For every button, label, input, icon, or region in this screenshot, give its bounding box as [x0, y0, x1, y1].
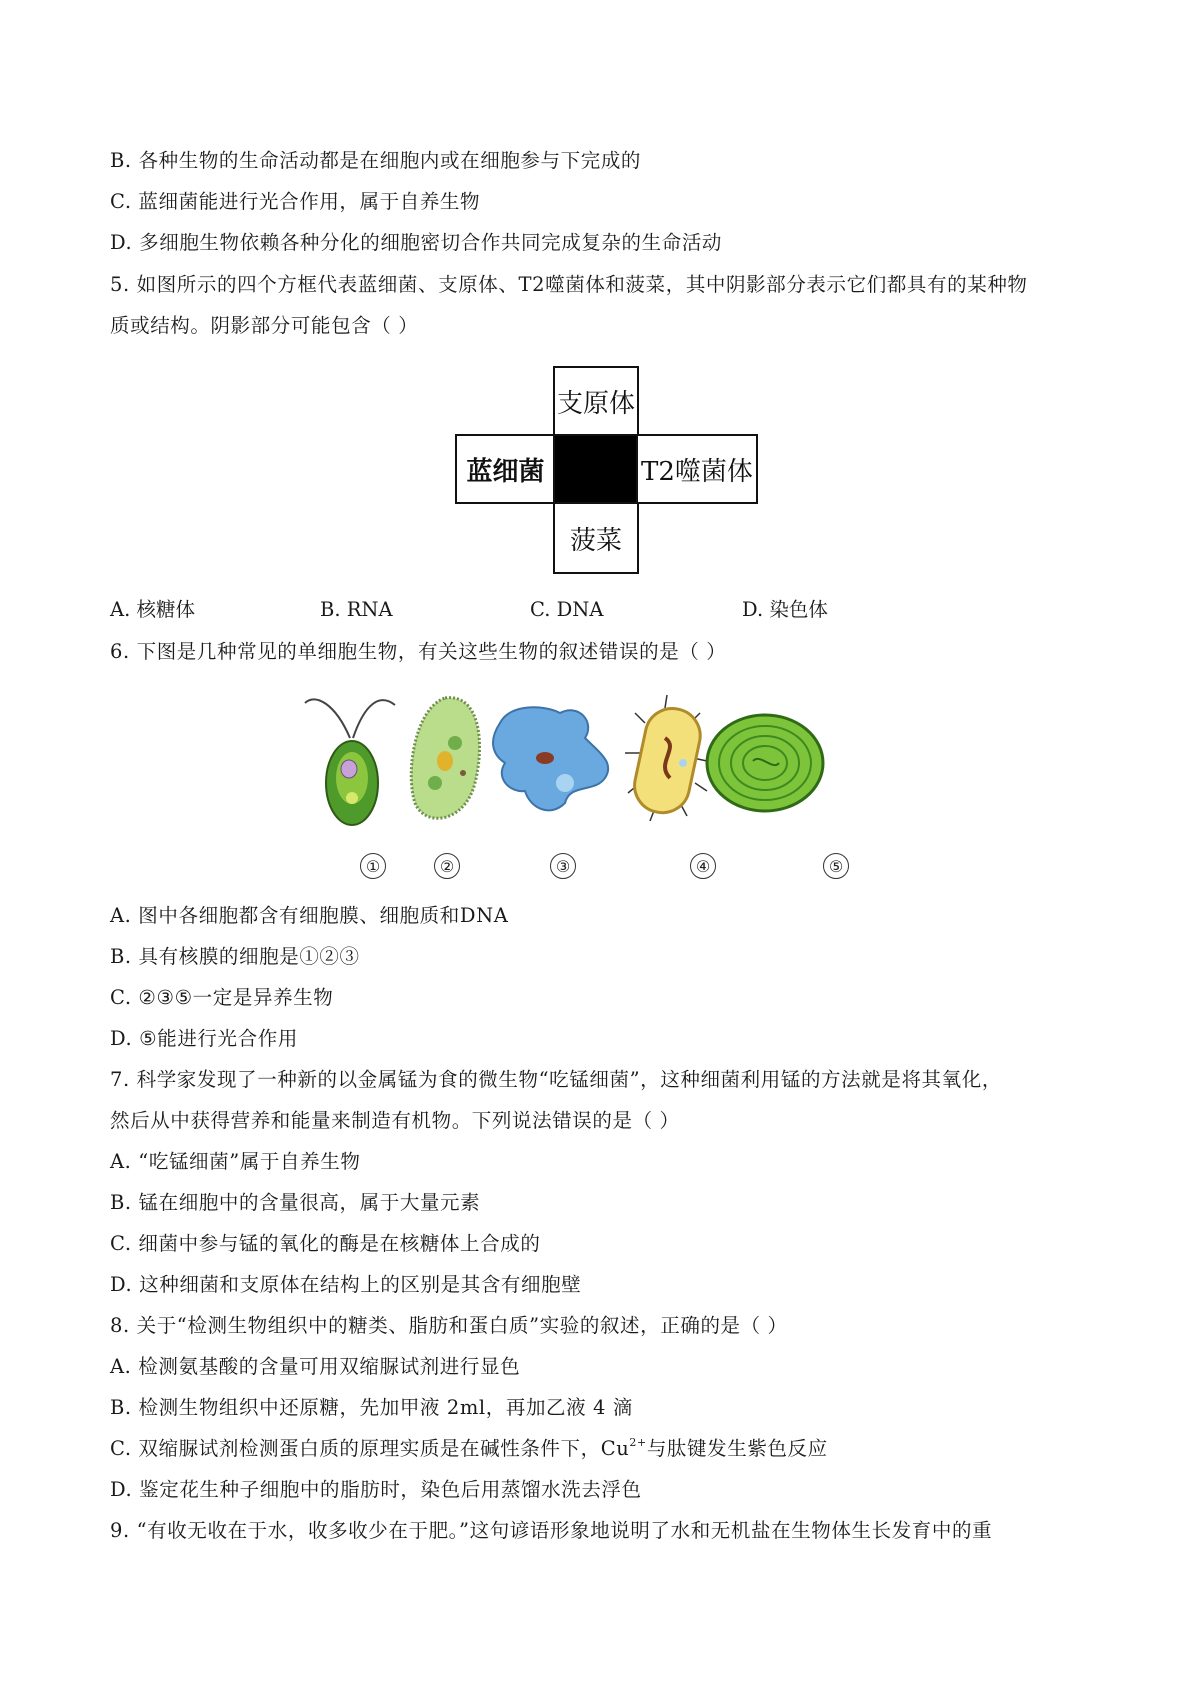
diagram-shaded-center: [553, 434, 639, 504]
diagram-box-bottom: 菠菜: [553, 502, 639, 574]
q8-option-c: [110, 1435, 828, 1466]
q7-option-b: B. 锰在细胞中的含量很高，属于大量元素: [110, 1191, 481, 1214]
single-cell-organisms-figure: [295, 683, 915, 833]
q6-stem: 6. 下图是几种常见的单细胞生物，有关这些生物的叙述错误的是（ ）: [110, 640, 727, 663]
q8-option-a: A. 检测氨基酸的含量可用双缩脲试剂进行显色: [110, 1355, 521, 1378]
q6-option-d: D. ⑤能进行光合作用: [110, 1027, 298, 1050]
organism-1-chlamydomonas-icon: [305, 699, 395, 825]
q6-option-c: C. ②③⑤一定是异养生物: [110, 986, 334, 1009]
q5-stem-line2: 质或结构。阴影部分可能包含（ ）: [110, 314, 419, 337]
figure-label-1: ①: [360, 853, 386, 879]
q5-option-a: A. 核糖体: [110, 598, 195, 621]
figure-label-4: ④: [690, 853, 716, 879]
q7-option-a: A. “吃锰细菌”属于自养生物: [110, 1150, 361, 1173]
q5-option-b: B. RNA: [320, 598, 393, 621]
q7-stem-line1: 7. 科学家发现了一种新的以金属锰为食的微生物“吃锰细菌”，这种细菌利用锰的方法就是将其氧化，: [110, 1068, 1002, 1091]
q5-option-d: D. 染色体: [742, 598, 828, 621]
diagram-box-top: 支原体: [553, 366, 639, 436]
q9-stem-line1: 9. “有收无收在于水，收多收少在于肥。”这句谚语形象地说明了水和无机盐在生物体生长发育中的重: [110, 1519, 993, 1542]
figure-label-3: ③: [550, 853, 576, 879]
q5-stem-line1: 5. 如图所示的四个方框代表蓝细菌、支原体、T2噬菌体和菠菜，其中阴影部分表示它们都具有的某种物: [110, 273, 1028, 296]
q7-option-c: C. 细菌中参与锰的氧化的酶是在核糖体上合成的: [110, 1232, 541, 1255]
figure-label-2: ②: [434, 853, 460, 879]
q8-option-d: D. 鉴定花生种子细胞中的脂肪时，染色后用蒸馏水洗去浮色: [110, 1478, 642, 1501]
q4-option-b: B. 各种生物的生命活动都是在细胞内或在细胞参与下完成的: [110, 149, 642, 172]
q6-option-b: B. 具有核膜的细胞是①②③: [110, 945, 360, 968]
q8-option-c-superscript: 2+: [629, 1436, 647, 1449]
organism-5-cyanobacterium-icon: [707, 715, 823, 811]
figure-label-5: ⑤: [823, 853, 849, 879]
q7-stem-line2: 然后从中获得营养和能量来制造有机物。下列说法错误的是（ ）: [110, 1109, 680, 1132]
q7-option-d: D. 这种细菌和支原体在结构上的区别是其含有细胞壁: [110, 1273, 582, 1296]
diagram-box-right: T2噬菌体: [636, 434, 758, 504]
q8-option-b: B. 检测生物组织中还原糖，先加甲液 2ml，再加乙液 4 滴: [110, 1396, 633, 1419]
organism-3-amoeba-icon: [493, 707, 608, 810]
q4-option-d: D. 多细胞生物依赖各种分化的细胞密切合作共同完成复杂的生命活动: [110, 231, 723, 254]
organism-2-paramecium-icon: [411, 698, 479, 819]
q6-option-a: A. 图中各细胞都含有细胞膜、细胞质和DNA: [110, 904, 509, 927]
organism-4-bacterium-icon: [625, 695, 707, 821]
q5-option-c: C. DNA: [530, 598, 604, 621]
q4-option-c: C. 蓝细菌能进行光合作用，属于自养生物: [110, 190, 481, 213]
q8-option-c-text-end: 与肽键发生紫色反应: [646, 1437, 828, 1460]
q8-option-c-text: C. 双缩脲试剂检测蛋白质的原理实质是在碱性条件下，Cu: [110, 1437, 630, 1460]
q8-stem: 8. 关于“检测生物组织中的糖类、脂肪和蛋白质”实验的叙述，正确的是（ ）: [110, 1314, 788, 1337]
diagram-box-left: 蓝细菌: [455, 434, 556, 504]
